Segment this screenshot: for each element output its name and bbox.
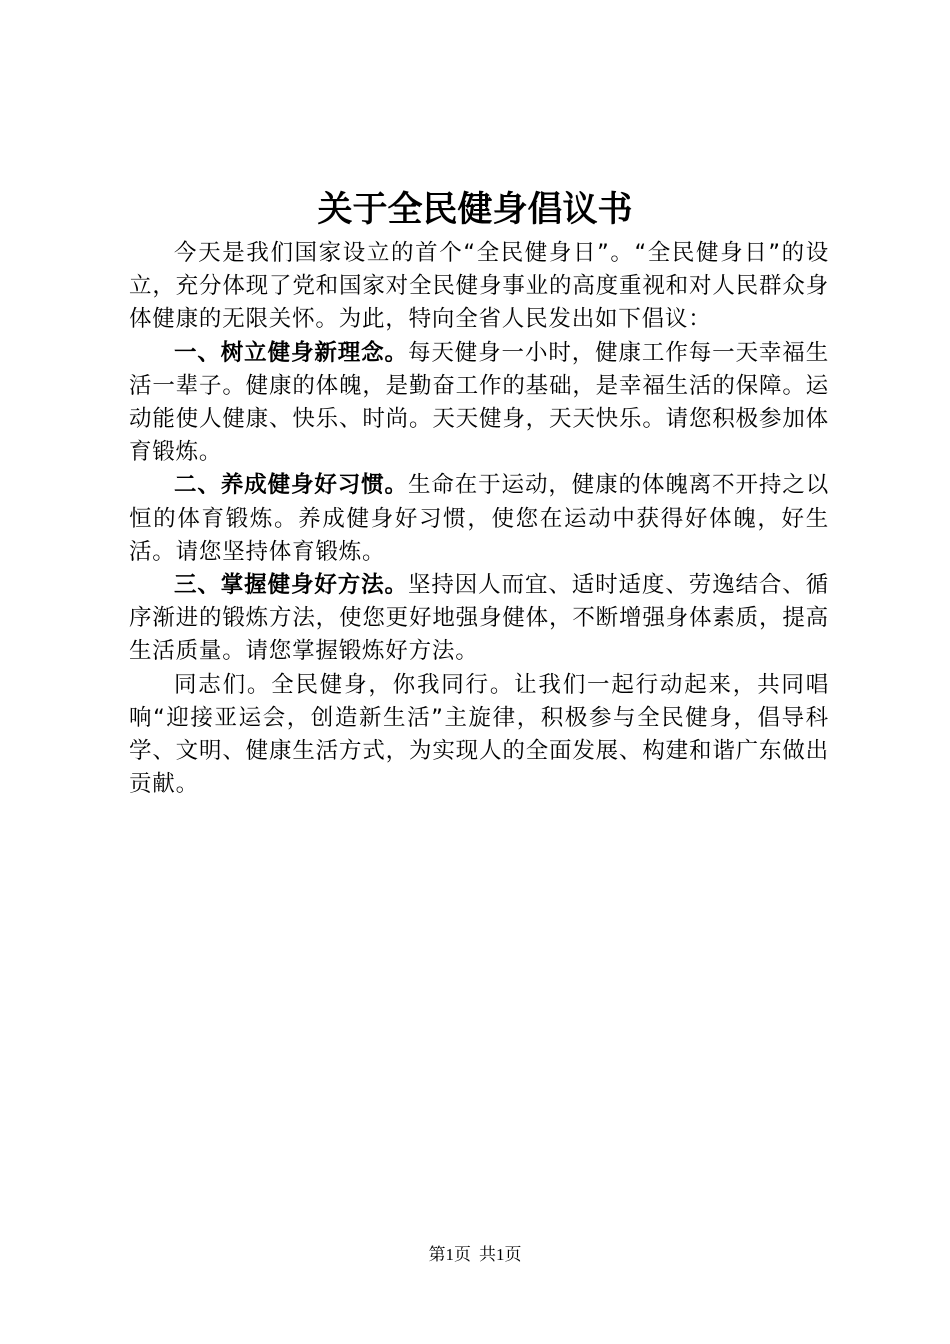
document-body <box>129 237 829 801</box>
paragraph-text: 每天健身一小时，健康工作每一天幸福生活一辈子。健康的体魄，是勤奋工作的基础，是幸福生活的保障。运动能使人健康、快乐、时尚。天天健身，天天快乐。请您积极参加体育锻炼。 <box>129 339 829 466</box>
paragraph-lead: 三、掌握健身好方法。 <box>174 572 408 599</box>
paragraph-text: 同志们。全民健身，你我同行。让我们一起行动起来，共同唱响“迎接亚运会，创造新生活”主旋律，积极参与全民健身，倡导科学、文明、健康生活方式，为实现人的全面发展、构建和谐广东做出贡献。 <box>129 671 829 798</box>
paragraph-text: 生命在于运动，健康的体魄离不开持之以恒的体育锻炼。养成健身好习惯，使您在运动中获得好体魄，好生活。请您坚持体育锻炼。 <box>129 472 829 565</box>
paragraph-closing <box>129 669 829 802</box>
paragraph-text: 今天是我们国家设立的首个“全民健身日”。“全民健身日”的设立，充分体现了党和国家对全民健身事业的高度重视和对人民群众身体健康的无限关怀。为此，特向全省人民发出如下倡议： <box>129 240 829 333</box>
paragraph-proposal-1 <box>129 337 829 470</box>
paragraph-proposal-2 <box>129 469 829 569</box>
paragraph-lead: 一、树立健身新理念。 <box>174 339 408 366</box>
paragraph-intro <box>129 237 829 337</box>
paragraph-proposal-3 <box>129 569 829 669</box>
page-total: 共1页 <box>479 1245 522 1264</box>
page-number: 第1页 <box>428 1245 471 1264</box>
document-title: 关于全民健身倡议书 <box>317 190 633 230</box>
page-footer <box>0 1243 950 1267</box>
paragraph-text: 坚持因人而宜、适时适度、劳逸结合、循序渐进的锻炼方法，使您更好地强身健体，不断增强身体素质，提高生活质量。请您掌握锻炼好方法。 <box>129 572 829 665</box>
paragraph-lead: 二、养成健身好习惯。 <box>174 472 408 499</box>
